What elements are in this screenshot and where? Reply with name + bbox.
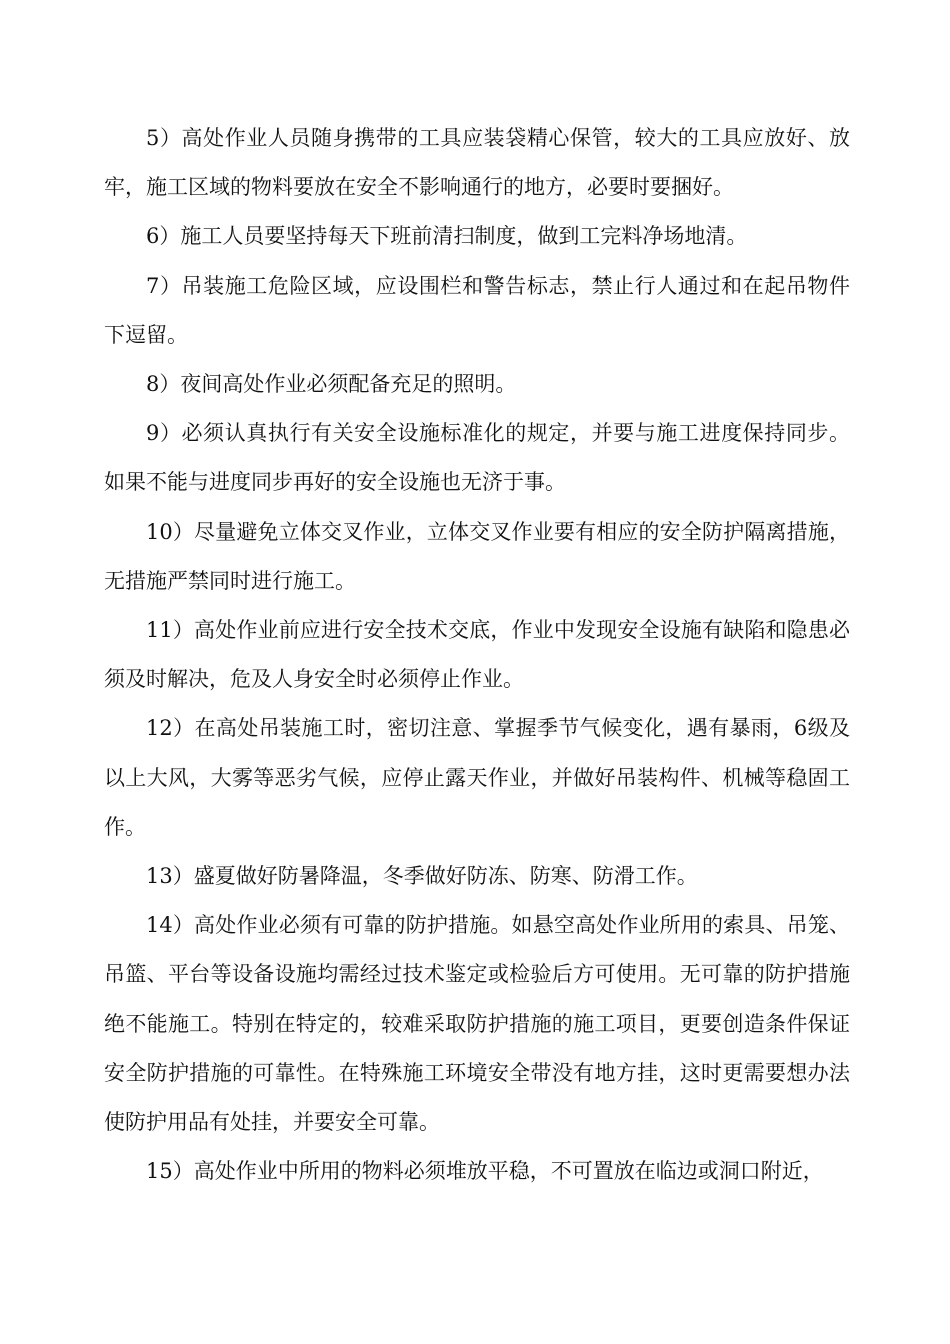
- paragraph-item-11: 11）高处作业前应进行安全技术交底，作业中发现安全设施有缺陷和隐患必须及时解决，危及人身安全时必须停止作业。: [104, 618, 850, 692]
- paragraph-item-6: 6）施工人员要坚持每天下班前清扫制度，做到工完料净场地清。: [146, 224, 748, 249]
- paragraph-item-7: 7）吊装施工危险区域，应设围栏和警告标志，禁止行人通过和在起吊物件下逗留。: [104, 273, 850, 347]
- paragraph-item-14: 14）高处作业必须有可靠的防护措施。如悬空高处作业所用的索具、吊笼、吊篮、平台等设备设施均需经过技术鉴定或检验后方可使用。无可靠的防护措施绝不能施工。特别在特定的，较难采取防护措施的施工项目，更要创造条件保证安全防护措施的可靠性。在特殊施工环境安全带没有地方挂，这时更需要想办法使防护用品有处挂，并要安全可靠。: [104, 913, 850, 1135]
- paragraph-item-5: 5）高处作业人员随身携带的工具应装袋精心保管，较大的工具应放好、放牢，施工区域的物料要放在安全不影响通行的地方，必要时要捆好。: [104, 126, 850, 200]
- paragraph-item-8: 8）夜间高处作业必须配备充足的照明。: [146, 372, 517, 397]
- document-body: [104, 114, 850, 1196]
- paragraph-item-10: 10）尽量避免立体交叉作业，立体交叉作业要有相应的安全防护隔离措施，无措施严禁同时进行施工。: [104, 519, 850, 593]
- paragraph-item-13: 13）盛夏做好防暑降温，冬季做好防冻、防寒、防滑工作。: [146, 864, 698, 889]
- paragraph-item-9: 9）必须认真执行有关安全设施标准化的规定，并要与施工进度保持同步。如果不能与进度同步再好的安全设施也无济于事。: [104, 421, 850, 495]
- paragraph-item-15: 15）高处作业中所用的物料必须堆放平稳，不可置放在临边或洞口附近，: [146, 1159, 824, 1184]
- paragraph-item-12: 12）在高处吊装施工时，密切注意、掌握季节气候变化，遇有暴雨，6级及以上大风，大雾等恶劣气候，应停止露天作业，并做好吊装构件、机械等稳固工作。: [104, 716, 850, 839]
